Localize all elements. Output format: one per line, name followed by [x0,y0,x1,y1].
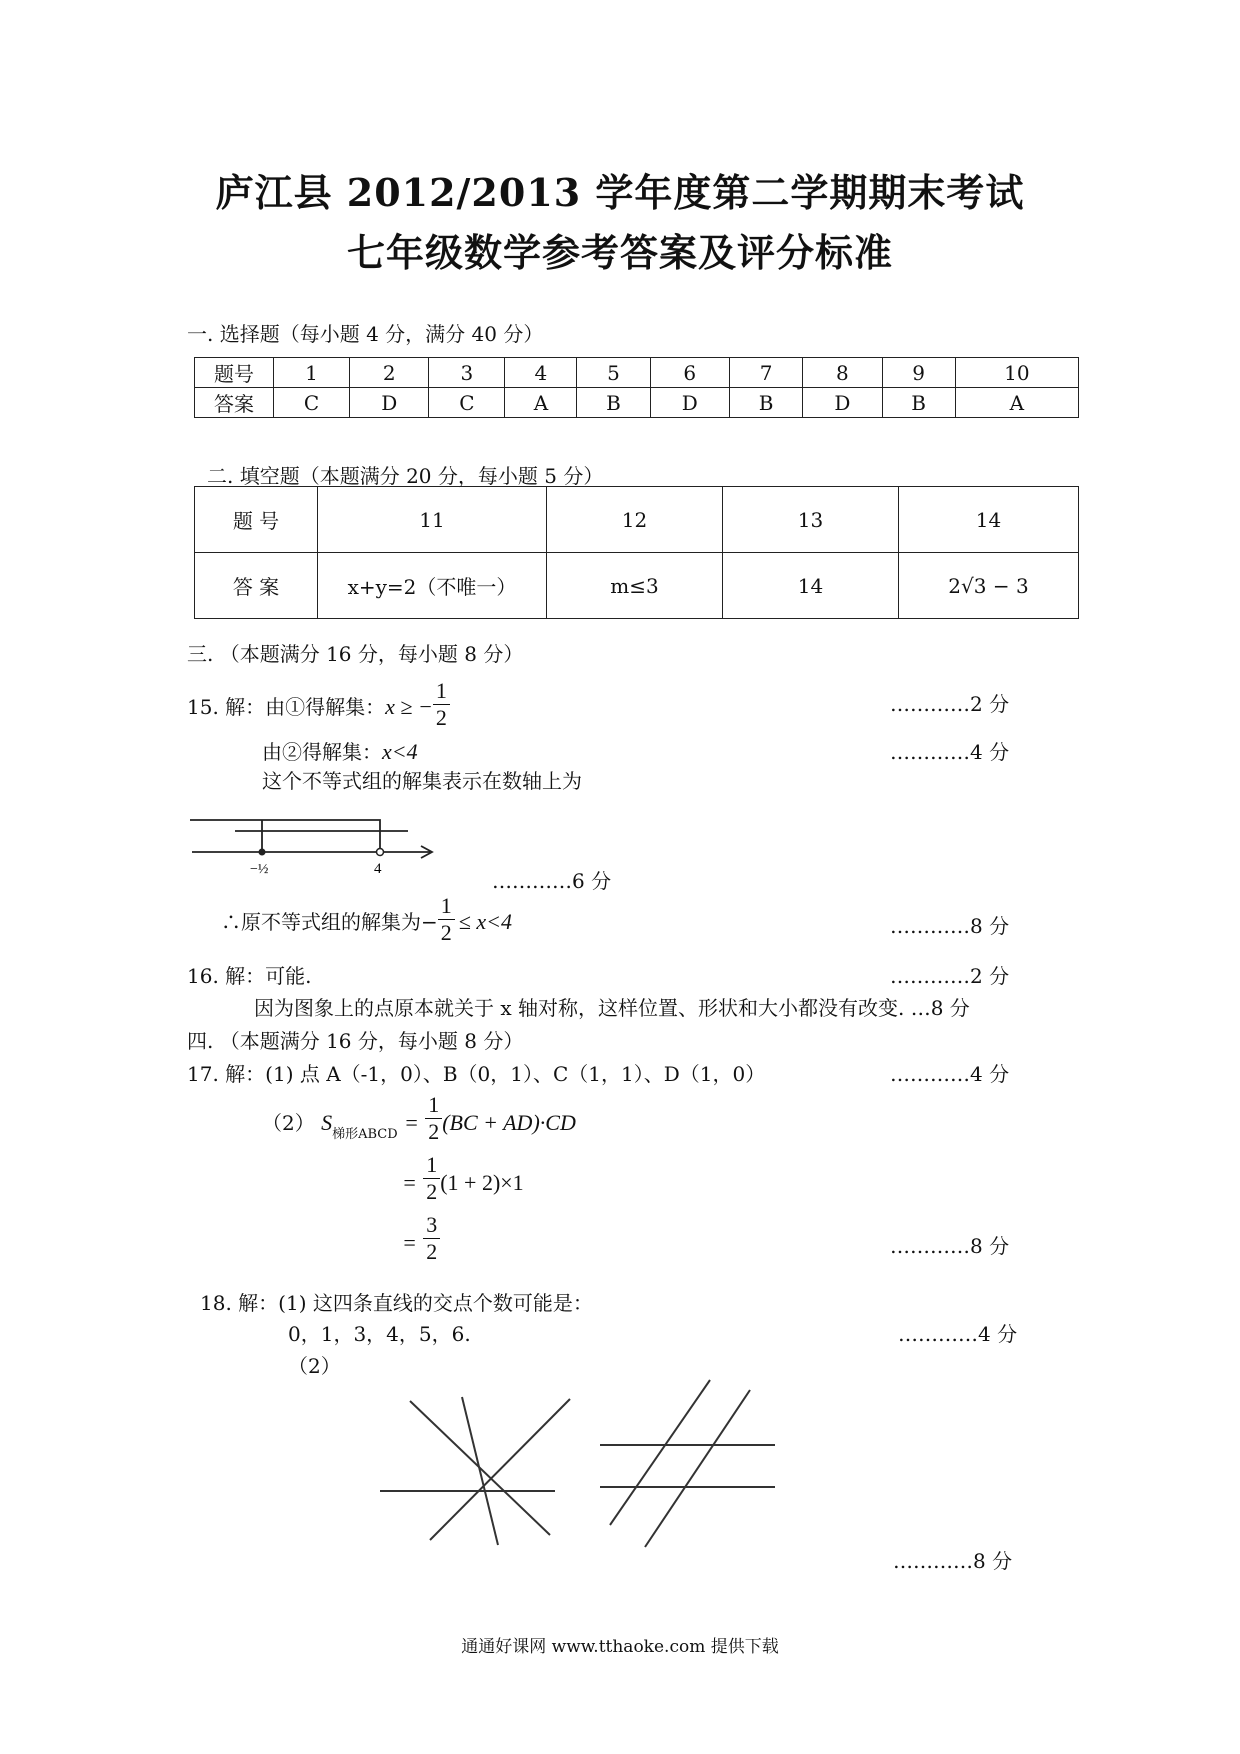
figure-line [462,1397,498,1545]
choice-number: 5 [577,358,650,388]
fraction-numerator: 1 [423,1152,440,1179]
choice-answer: B [729,388,802,418]
q17-eq1 [262,1092,576,1151]
q15-line1 [187,678,450,735]
fraction-numerator: 1 [433,678,450,705]
fill-answer: 14 [723,553,899,619]
fraction-denominator: 2 [426,1179,438,1204]
fill-number-row [195,487,1079,553]
solution-range-bracket [190,820,380,852]
choice-answer: D [350,388,429,418]
fill-row-label-q: 题 号 [195,487,318,553]
q16-line1: 16. 解：可能. [187,964,312,988]
q16-score1: …………2 分 [890,964,1010,988]
fill-number: 12 [547,487,723,553]
choice-answer-table [194,357,1079,418]
section1-heading: 一. 选择题（每小题 4 分，满分 40 分） [187,322,544,346]
q15-line3: 这个不等式组的解集表示在数轴上为 [262,769,582,793]
q15-number-line [190,805,450,880]
q18-line2: 0，1，3，4，5，6. [288,1322,471,1346]
fraction-numerator: 3 [423,1212,440,1239]
q17-part2-label: （2） [262,1111,315,1135]
choice-answer: D [650,388,729,418]
choice-number: 1 [274,358,350,388]
choice-answer: B [577,388,650,418]
doc-title-line1: 庐江县 2012/2013 学年度第二学期期末考试 [215,170,1025,215]
page-footer: 通通好课网 www.tthaoke.com 提供下载 [461,1637,779,1657]
choice-number: 9 [882,358,955,388]
q15-conclusion-prefix: ∴原不等式组的解集为− [221,910,438,934]
fill-number: 14 [899,487,1079,553]
fill-answer: 2√3 − 3 [899,553,1079,619]
q15-conclusion-suffix: ≤ x<4 [458,909,512,934]
choice-number: 8 [803,358,882,388]
choice-answer: A [955,388,1078,418]
q18-line1: 18. 解：(1) 这四条直线的交点个数可能是： [200,1291,593,1315]
choice-number: 3 [429,358,505,388]
fill-answer-table [194,486,1079,619]
choice-answer: C [274,388,350,418]
q15-half-fraction [433,678,450,731]
choice-number: 7 [729,358,802,388]
section2-heading: 二. 填空题（本题满分 20 分，每小题 5 分） [207,464,604,488]
axis-label-right: 4 [374,861,382,877]
q15-score4: …………8 分 [890,914,1010,938]
q17-eq2 [402,1152,524,1211]
figure-intersecting-lines [380,1397,570,1545]
choice-number: 2 [350,358,429,388]
choice-number: 10 [955,358,1078,388]
q18-score2: …………8 分 [893,1549,1013,1573]
fill-answer-row [195,553,1079,619]
q15-line2 [262,736,418,765]
equals-sign: = [404,1110,419,1135]
q15-score2: …………4 分 [890,740,1010,764]
q16-line2: 因为图象上的点原本就关于 x 轴对称，这样位置、形状和大小都没有改变. …8 分 [254,996,970,1020]
closed-endpoint-icon [259,849,266,856]
choice-answer-row [195,388,1079,418]
equals-sign: = [402,1170,417,1195]
fraction-numerator: 1 [425,1092,442,1119]
q18-score1: …………4 分 [898,1322,1018,1346]
half-fraction [425,1092,442,1145]
fill-answer: x+y=2（不唯一） [318,553,547,619]
fill-number: 11 [318,487,547,553]
area-subscript: 梯形ABCD [332,1127,398,1142]
fraction-denominator: 2 [428,1119,440,1144]
choice-number-row [195,358,1079,388]
q15-score1: …………2 分 [890,692,1010,716]
axis-label-left: −½ [250,862,269,877]
q15-line2-math: x<4 [382,739,418,764]
q18-part2-label: （2） [288,1354,341,1378]
q15-conclusion-fraction [438,893,455,946]
q15-line2-prefix: 由②得解集： [262,740,382,764]
choice-row-label-a: 答案 [195,388,274,418]
choice-number: 4 [505,358,577,388]
choice-answer: B [882,388,955,418]
section3-heading: 三. （本题满分 16 分，每小题 8 分） [187,642,524,666]
q15-line1-math: x ≥ − [385,694,433,719]
fill-number: 13 [723,487,899,553]
figure-line [645,1390,750,1547]
choice-row-label-q: 题号 [195,358,274,388]
figure-line [430,1399,570,1540]
q17-score2: …………8 分 [890,1234,1010,1258]
choice-number: 6 [650,358,729,388]
equals-sign: = [402,1230,417,1255]
fill-answer: m≤3 [547,553,723,619]
q18-line-figures [370,1375,800,1555]
fraction-numerator: 1 [438,893,455,920]
fraction-denominator: 2 [435,705,447,730]
q15-line1-prefix: 15. 解：由①得解集： [187,695,386,719]
section4-heading: 四. （本题满分 16 分，每小题 8 分） [187,1029,524,1053]
q17-eq2-rhs: (1 + 2)×1 [440,1170,524,1195]
q17-eq3 [402,1212,440,1271]
choice-answer: A [505,388,577,418]
fill-row-label-a: 答 案 [195,553,318,619]
fraction-denominator: 2 [426,1239,438,1264]
q17-score1: …………4 分 [890,1062,1010,1086]
choice-answer: D [803,388,882,418]
figure-parallel-lines [600,1380,775,1547]
doc-title-line2: 七年级数学参考答案及评分标准 [346,230,893,275]
q15-score3: …………6 分 [492,869,612,893]
open-endpoint-icon [377,849,384,856]
half-fraction [423,1152,440,1205]
choice-answer: C [429,388,505,418]
q17-line1: 17. 解：(1) 点 A（-1，0）、B（0，1）、C（1，1）、D（1，0） [187,1062,766,1086]
q17-eq1-rhs: (BC + AD)·CD [442,1110,576,1135]
three-halves-fraction [423,1212,440,1265]
fraction-denominator: 2 [440,920,452,945]
figure-line [610,1380,710,1525]
q15-conclusion [221,893,512,950]
area-symbol: S [321,1110,333,1135]
